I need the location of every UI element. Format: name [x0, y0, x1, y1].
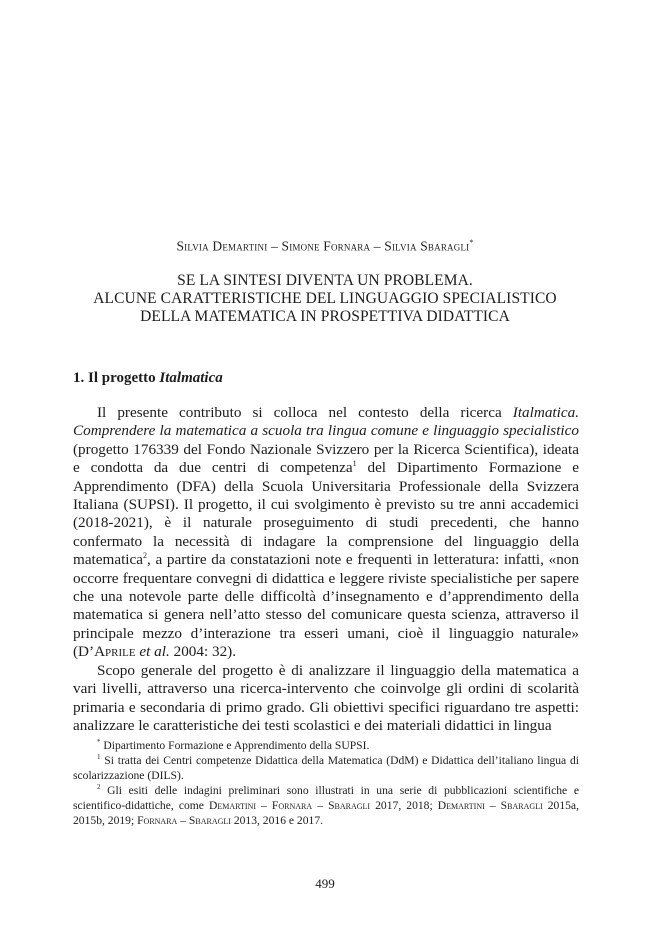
text-run: , a partire da constatazioni note e frequenti in letteratura: infatti, «non occorre frequentare convegni di didattica e leggere riviste specialistiche per sapere che una notevole parte delle difficoltà d’insegnamento e d’apprendimento della matematica si genera nell’atto stesso del comunicare questa scienza, attraverso il principale mezzo d’interazione tra esseri umani, cioè il linguaggio naturale» (D’: [73, 551, 579, 661]
author-line: [0, 238, 650, 255]
title-line-3: DELLA MATEMATICA IN PROSPETTIVA DIDATTICA: [140, 308, 510, 325]
text-run: (progetto 176339 del Fondo Nazionale Svizzero per la Ricerca Scientifica), ideata e condotta da due centri di competenza: [73, 440, 579, 477]
title-line-1: SE LA SINTESI DIVENTA UN PROBLEMA.: [177, 272, 473, 289]
footnote-text: Dipartimento Formazione e Apprendimento della SUPSI.: [100, 739, 370, 752]
text-run: 2004: 32).: [169, 643, 237, 661]
paragraph-2: Scopo generale del progetto è di analizzare il linguaggio della matematica a vari livelli, attraverso una ricerca-intervento che coinvolge gli ordini di scolarità primaria e secondaria di primo grado. Gli obiettivi specifici riguardano tre aspetti: analizzare le caratteristiche dei testi scolastici e dei materiali didattici in lingua: [73, 661, 579, 734]
paragraph-1: [73, 404, 579, 662]
project-title-italic: Italmatica. Comprendere la matematica a scuola tra lingua comune e linguaggio specialistico: [73, 404, 579, 440]
cited-author: Aprile: [94, 643, 136, 661]
footnote-1: [73, 753, 579, 783]
text-run: del Dipartimento Formazione e Apprendimento (DFA) della Scuola Universitaria Professionale della Svizzera Italiana (SUPSI). Il progetto, il cui svolgimento è previsto su tre anni accademici (2018-2021), è il naturale proseguimento di studi precedenti, che hanno confermato la necessità di indagare la comprensione del linguaggio della matematica: [73, 459, 579, 569]
title-line-2: ALCUNE CARATTERISTICHE DEL LINGUAGGIO SPECIALISTICO: [93, 290, 557, 307]
section-heading: [73, 370, 223, 387]
footnote-0: [73, 738, 579, 753]
cited-authors: Fornara – Sbaragli: [137, 814, 231, 827]
text-run: Il presente contributo si colloca nel contesto della ricerca: [97, 404, 513, 421]
footnote-ref-1: 1: [352, 459, 357, 469]
section-number: 1. Il progetto: [73, 370, 160, 386]
footnote-2: [73, 783, 579, 828]
body-text: [73, 404, 579, 735]
footnote-text: 2015a, 2015b, 2019;: [73, 799, 579, 827]
article-title: [60, 272, 590, 326]
authors: Silvia Demartini – Simone Fornara – Silvia Sbaragli: [176, 238, 470, 254]
section-project-name: Italmatica: [159, 370, 223, 386]
author-footnote-mark: *: [469, 238, 474, 247]
footnote-ref-2: 2: [143, 551, 147, 561]
et-al-italic: et al.: [139, 643, 170, 661]
footnote-mark: 2: [97, 783, 101, 792]
footnote-text: 2017, 2018;: [370, 799, 438, 812]
footnote-text: Gli esiti delle indagini preliminari sono illustrati in una serie di pubblicazioni scientifiche e scientifico-didattiche, come: [73, 784, 579, 812]
cited-authors: Demartini – Sbaragli: [437, 799, 543, 812]
footnotes: [73, 738, 579, 828]
footnote-mark: 1: [97, 753, 101, 762]
page-number: 499: [315, 876, 335, 891]
footnote-text: 2013, 2016 e 2017.: [230, 814, 324, 827]
cited-authors: Demartini – Fornara – Sbaragli: [209, 799, 371, 812]
footnote-text: Si tratta dei Centri competenze Didattica della Matematica (DdM) e Didattica dell’italiano lingua di scolarizzazione (DILS).: [73, 754, 579, 782]
footnote-mark: *: [97, 738, 101, 747]
